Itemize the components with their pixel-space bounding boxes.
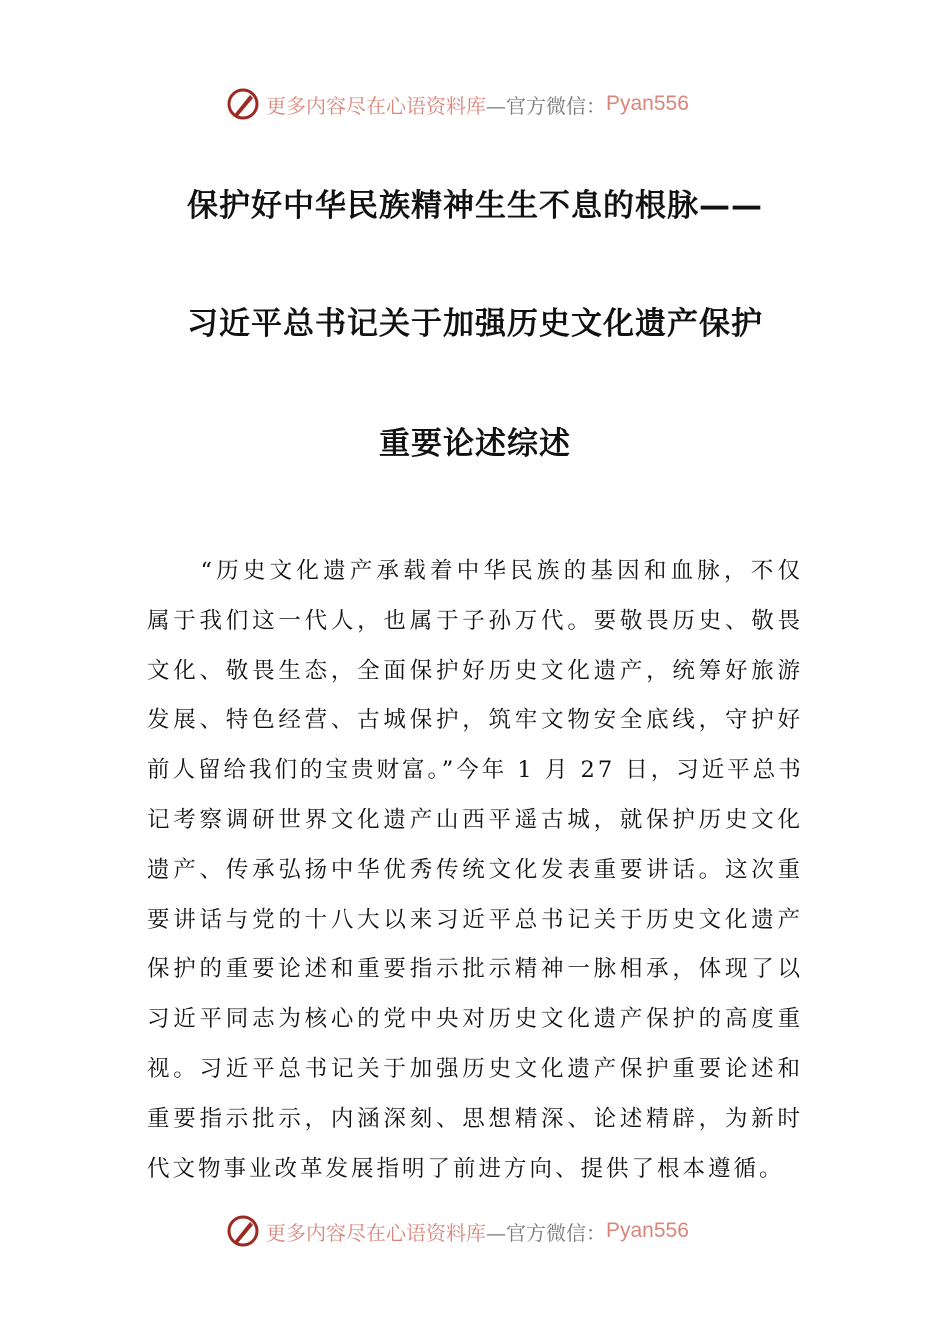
pen-logo-icon xyxy=(226,87,260,121)
footer-watermark xyxy=(226,1211,689,1251)
watermark-wechat-id: Pyan556 xyxy=(606,1219,689,1242)
title-line-1: 保护好中华民族精神生生不息的根脉—— xyxy=(187,188,763,224)
watermark-wechat-label: —官方微信： xyxy=(486,1220,606,1245)
body-line: 记考察调研世界文化遗产山西平遥古城，就保护历史文化 xyxy=(147,807,803,833)
body-line: 要讲话与党的十八大以来习近平总书记关于历史文化遗产 xyxy=(147,906,803,933)
body-line: 属于我们这一代人，也属于子孙万代。要敬畏历史、敬畏 xyxy=(147,607,803,634)
title-line-3: 重要论述综述 xyxy=(379,426,571,462)
body-line: 前人留给我们的宝贵财富。”今年 1 月 27 日，习近平总书 xyxy=(147,757,804,784)
body-line: 发展、特色经营、古城保护，筑牢文物安全底线，守护好 xyxy=(147,707,803,734)
pen-logo-icon xyxy=(226,1214,260,1248)
watermark-text: 更多内容尽在心语资料库 xyxy=(266,1220,486,1245)
body-line: 习近平同志为核心的党中央对历史文化遗产保护的高度重 xyxy=(147,1006,803,1033)
watermark-wechat-label: —官方微信： xyxy=(486,93,606,118)
body-line: 代文物事业改革发展指明了前进方向、提供了根本遵循。 xyxy=(147,1155,785,1182)
body-line: 保护的重要论述和重要指示批示精神一脉相承，体现了以 xyxy=(147,956,803,983)
body-line: 文化、敬畏生态，全面保护好历史文化遗产，统筹好旅游 xyxy=(147,657,803,684)
header-watermark xyxy=(226,84,689,124)
body-line: “历史文化遗产承载着中华民族的基因和血脉，不仅 xyxy=(147,558,803,584)
body-line: 重要指示批示，内涵深刻、思想精深、论述精辟，为新时 xyxy=(147,1105,803,1132)
body-line: 遗产、传承弘扬中华优秀传统文化发表重要讲话。这次重 xyxy=(147,856,803,883)
watermark-wechat-id: Pyan556 xyxy=(606,92,689,115)
body-line: 视。习近平总书记关于加强历史文化遗产保护重要论述和 xyxy=(147,1056,803,1082)
watermark-text: 更多内容尽在心语资料库 xyxy=(266,93,486,118)
title-line-2: 习近平总书记关于加强历史文化遗产保护 xyxy=(187,306,763,342)
